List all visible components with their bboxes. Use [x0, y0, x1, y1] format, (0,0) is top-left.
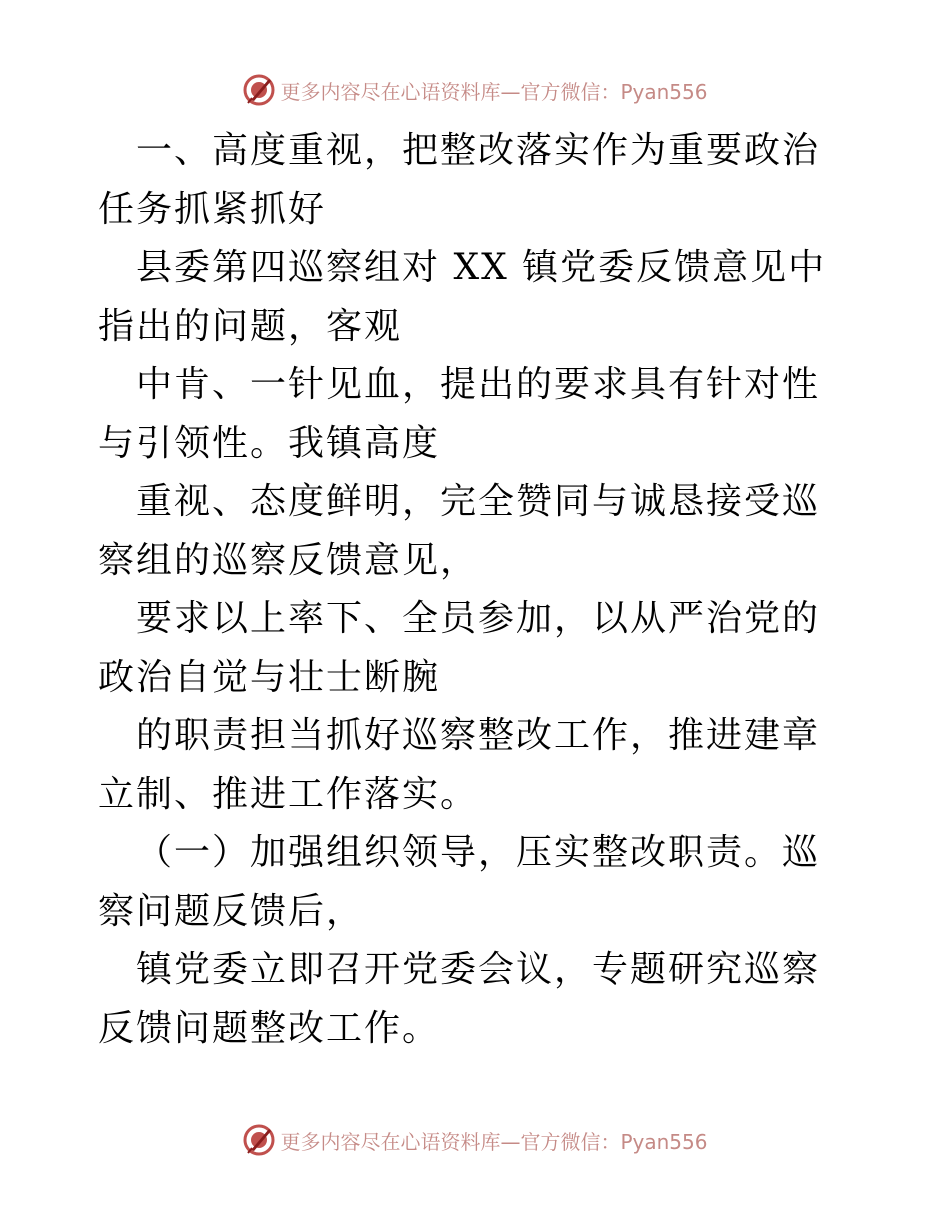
body-paragraph	[98, 590, 852, 707]
body-paragraph	[98, 356, 852, 473]
paragraph-text: （一）加强组织领导，压实整改职责。巡察问题反馈后，	[98, 832, 821, 932]
subheading-paragraph	[98, 824, 852, 941]
document-body	[98, 122, 852, 1058]
paragraph-text: 县委第四巡察组对 XX 镇党委反馈意见中指出的问题，客观	[98, 247, 827, 347]
body-paragraph	[98, 473, 852, 590]
footer-banner-text: 更多内容尽在心语资料库—官方微信：Pyan556	[280, 1129, 708, 1154]
paragraph-text: 要求以上率下、全员参加，以从严治党的政治自觉与壮士断腕	[98, 598, 821, 698]
body-paragraph	[98, 707, 852, 824]
paragraph-text: 中肯、一针见血，提出的要求具有针对性与引领性。我镇高度	[98, 364, 821, 464]
paragraph-text: 的职责担当抓好巡察整改工作，推进建章立制、推进工作落实。	[98, 715, 821, 815]
paragraph-text: 镇党委立即召开党委会议，专题研究巡察反馈问题整改工作。	[98, 949, 821, 1049]
header-banner	[0, 68, 950, 112]
footer-banner	[0, 1118, 950, 1162]
heading-paragraph	[98, 122, 852, 239]
quill-seal-icon	[242, 1123, 276, 1157]
body-paragraph	[98, 239, 852, 356]
quill-seal-icon	[242, 73, 276, 107]
body-paragraph	[98, 941, 852, 1058]
paragraph-text: 重视、态度鲜明，完全赞同与诚恳接受巡察组的巡察反馈意见，	[98, 481, 821, 581]
paragraph-text: 一、高度重视，把整改落实作为重要政治任务抓紧抓好	[98, 130, 821, 230]
header-banner-text: 更多内容尽在心语资料库—官方微信：Pyan556	[280, 79, 708, 104]
